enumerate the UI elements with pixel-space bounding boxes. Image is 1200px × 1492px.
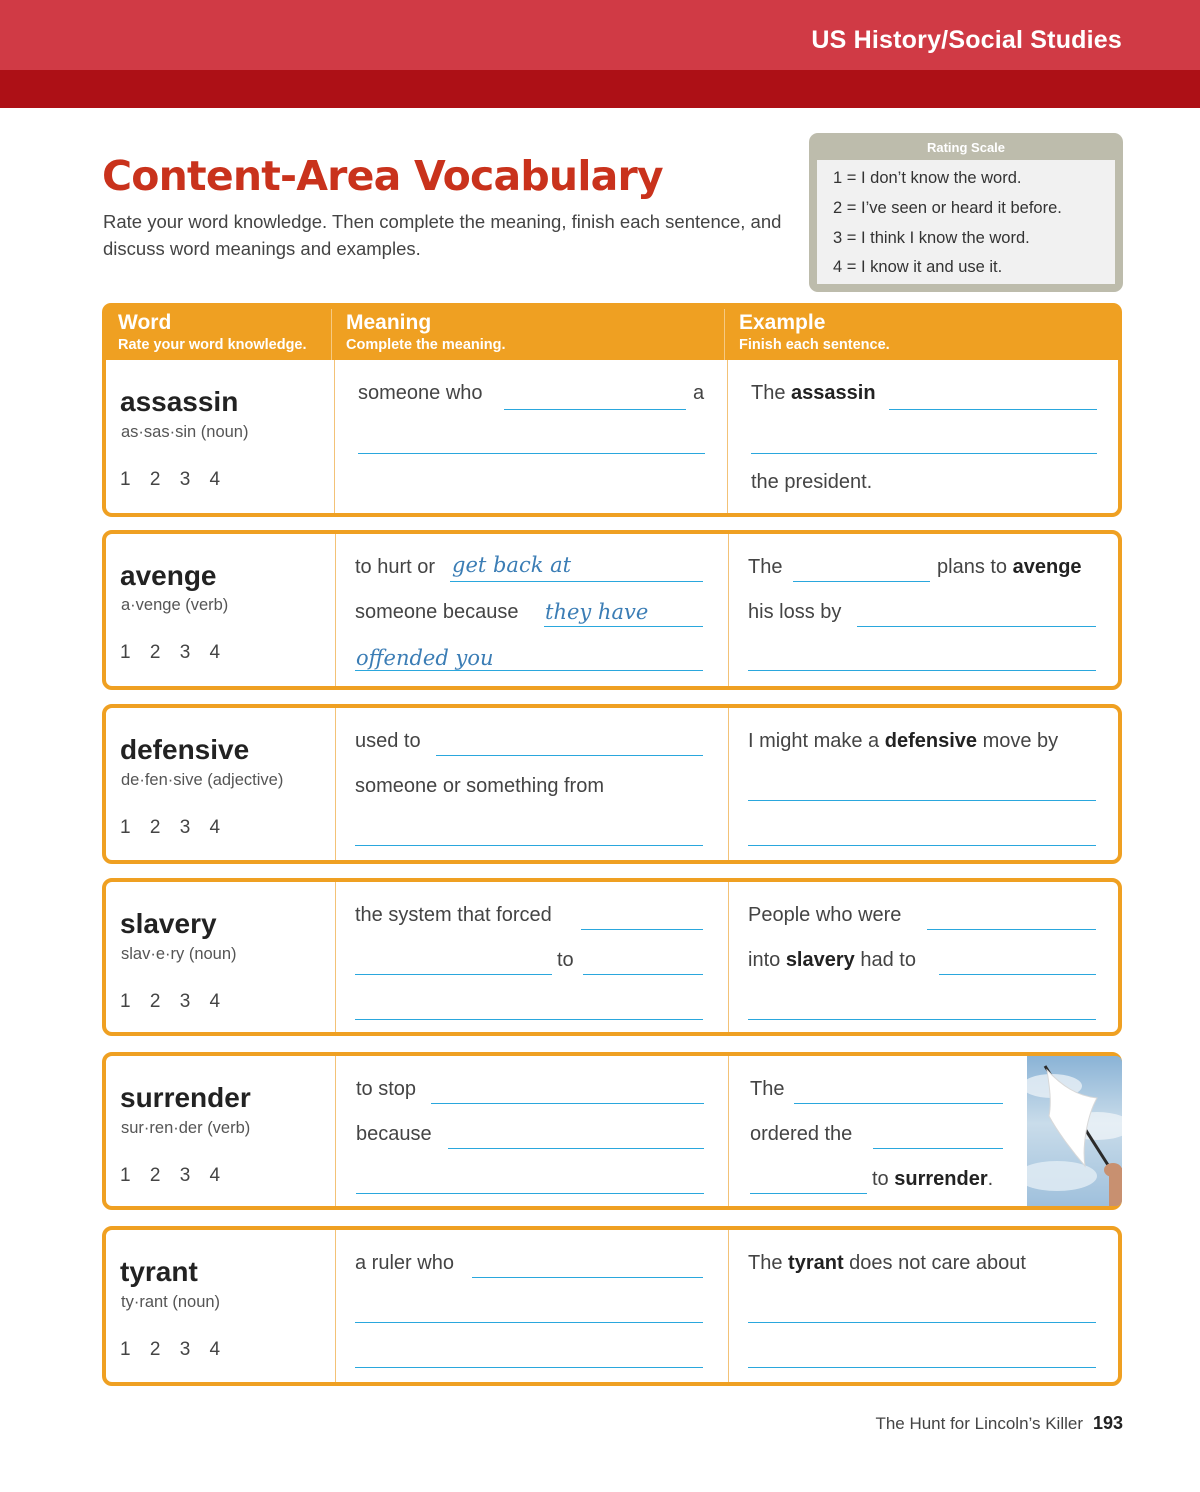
rating-scale-item: 4 = I know it and use it.	[833, 258, 1003, 276]
example-text: his loss by	[748, 601, 842, 623]
example-text: People who were	[748, 904, 902, 926]
example-column-sublabel: Finish each sentence.	[739, 337, 890, 353]
example-text-part: plans to	[937, 556, 1008, 578]
rating-scale-item: 1 = I don’t know the word.	[833, 169, 1022, 187]
example-keyword: tyrant	[788, 1252, 844, 1274]
example-text: The	[750, 1078, 785, 1100]
page-title: Content-Area Vocabulary	[102, 152, 663, 200]
column-divider	[728, 882, 729, 1032]
answer-line[interactable]	[448, 1148, 704, 1149]
vocab-syllables: a·venge (verb)	[121, 596, 229, 614]
column-divider	[728, 1056, 729, 1206]
example-keyword: avenge	[1012, 556, 1082, 578]
column-divider	[727, 360, 728, 513]
vocab-word: defensive	[120, 734, 250, 765]
vocab-syllables: slav·e·ry (noun)	[121, 945, 237, 963]
answer-line[interactable]	[748, 1019, 1096, 1020]
example-text: ordered the	[750, 1123, 853, 1145]
answer-line[interactable]	[748, 800, 1096, 801]
vocab-row-slavery	[102, 878, 1122, 1036]
vocab-word: tyrant	[120, 1256, 198, 1287]
answer-line[interactable]	[355, 845, 703, 846]
answer-line[interactable]	[581, 929, 703, 930]
example-column-label: Example	[739, 311, 826, 334]
vocab-word: surrender	[120, 1082, 251, 1113]
answer-line[interactable]	[939, 974, 1096, 975]
answer-line[interactable]	[358, 453, 705, 454]
rating-numbers[interactable]: 1 2 3 4	[120, 991, 221, 1012]
vocab-syllables: de·fen·sive (adjective)	[121, 771, 284, 789]
example-text	[748, 730, 1058, 753]
header-divider	[331, 309, 332, 360]
answer-line[interactable]	[873, 1148, 1003, 1149]
answer-line[interactable]	[356, 1193, 704, 1194]
answer-line[interactable]	[793, 581, 930, 582]
rating-numbers[interactable]: 1 2 3 4	[120, 642, 221, 663]
column-divider	[728, 534, 729, 686]
column-divider	[335, 1230, 336, 1382]
meaning-column-label: Meaning	[346, 311, 432, 334]
vocab-row-surrender	[102, 1052, 1122, 1210]
answer-line[interactable]	[355, 1367, 703, 1368]
vocab-syllables: sur·ren·der (verb)	[121, 1119, 251, 1137]
vocab-row-avenge	[102, 530, 1122, 690]
white-flag-photo	[1027, 1056, 1122, 1206]
answer-line[interactable]	[544, 626, 703, 627]
example-text	[937, 556, 1082, 579]
example-text-part: into	[748, 949, 781, 971]
rating-scale-item: 3 = I think I know the word.	[833, 229, 1030, 247]
meaning-text: because	[356, 1123, 432, 1145]
meaning-text: used to	[355, 730, 421, 752]
answer-line[interactable]	[748, 1322, 1096, 1323]
rating-scale-title: Rating Scale	[926, 140, 1006, 155]
instructions: Rate your word knowledge. Then complete the meaning, finish each sentence, and discuss word meanings and examples.	[103, 211, 782, 259]
rating-numbers[interactable]: 1 2 3 4	[120, 817, 221, 838]
example-text-part: does not care about	[849, 1252, 1026, 1274]
example-keyword: defensive	[884, 730, 977, 752]
rating-scale-body	[817, 160, 1115, 284]
example-text-part: I might make a	[748, 730, 880, 752]
rating-numbers[interactable]: 1 2 3 4	[120, 1339, 221, 1360]
vocab-row-defensive	[102, 704, 1122, 864]
answer-line[interactable]	[927, 929, 1096, 930]
example-keyword: slavery	[785, 949, 855, 971]
handwritten-answer[interactable]: offended you	[356, 646, 494, 670]
column-divider	[728, 708, 729, 860]
handwritten-answer[interactable]: they have	[545, 600, 649, 624]
rating-scale-item: 2 = I’ve seen or heard it before.	[833, 199, 1062, 217]
meaning-text: to	[557, 949, 574, 971]
answer-line[interactable]	[431, 1103, 704, 1104]
subject-label: US History/Social Studies	[811, 26, 1122, 54]
answer-line[interactable]	[794, 1103, 1003, 1104]
answer-line[interactable]	[436, 755, 703, 756]
meaning-text: the system that forced	[355, 904, 552, 926]
vocab-syllables: ty·rant (noun)	[121, 1293, 221, 1311]
word-column-header	[118, 311, 307, 353]
meaning-text: a ruler who	[355, 1252, 454, 1274]
white-flag-icon	[1027, 1056, 1122, 1206]
word-column-sublabel: Rate your word knowledge.	[118, 337, 307, 353]
meaning-text: to hurt or	[355, 556, 436, 578]
vocab-word: assassin	[120, 386, 239, 417]
answer-line[interactable]	[355, 1322, 703, 1323]
answer-line[interactable]	[355, 974, 552, 975]
example-text-part: The	[751, 382, 786, 404]
meaning-column-sublabel: Complete the meaning.	[346, 337, 506, 353]
header-divider	[724, 309, 725, 360]
vocabulary-table-header	[102, 303, 1122, 360]
vocab-syllables: as·sas·sin (noun)	[121, 423, 249, 441]
example-text: the president.	[751, 471, 873, 493]
answer-line[interactable]	[889, 409, 1097, 410]
meaning-text: a	[693, 382, 705, 404]
footer-book-title: The Hunt for Lincoln’s Killer	[875, 1414, 1083, 1433]
answer-line[interactable]	[355, 1019, 703, 1020]
rating-numbers[interactable]: 1 2 3 4	[120, 1165, 221, 1186]
meaning-text: someone who	[358, 382, 483, 404]
answer-line[interactable]	[751, 453, 1097, 454]
word-column-label: Word	[118, 311, 172, 334]
example-text-part: to	[872, 1168, 889, 1190]
column-divider	[335, 882, 336, 1032]
example-text	[748, 1252, 1026, 1275]
header-band-dark	[0, 70, 1200, 108]
page-number: 193	[1092, 1413, 1123, 1433]
answer-line[interactable]	[583, 974, 703, 975]
column-divider	[335, 1056, 336, 1206]
answer-line[interactable]	[450, 581, 703, 582]
example-text	[872, 1168, 993, 1191]
handwritten-answer[interactable]: get back at	[452, 553, 572, 577]
column-divider	[335, 534, 336, 686]
meaning-text: someone because	[355, 601, 519, 623]
answer-line[interactable]	[748, 1367, 1096, 1368]
answer-line[interactable]	[857, 626, 1096, 627]
rating-numbers[interactable]: 1 2 3 4	[120, 469, 221, 490]
answer-line[interactable]	[750, 1193, 867, 1194]
column-divider	[335, 708, 336, 860]
vocab-word: avenge	[120, 560, 217, 591]
example-keyword: surrender	[894, 1168, 988, 1190]
vocab-row-tyrant	[102, 1226, 1122, 1386]
answer-line[interactable]	[472, 1277, 703, 1278]
column-divider	[334, 360, 335, 513]
answer-line[interactable]	[748, 845, 1096, 846]
answer-line[interactable]	[748, 670, 1096, 671]
example-text-part: had to	[860, 949, 916, 971]
meaning-text: someone or something from	[355, 775, 605, 797]
example-text	[751, 382, 876, 405]
meaning-text: to stop	[356, 1078, 417, 1100]
answer-line[interactable]	[355, 670, 703, 671]
column-divider	[728, 1230, 729, 1382]
example-column-header	[739, 311, 890, 353]
rating-scale-box	[809, 133, 1123, 292]
answer-line[interactable]	[504, 409, 686, 410]
example-text-part: .	[987, 1168, 994, 1190]
example-text-part: The	[748, 1252, 783, 1274]
example-text	[748, 949, 916, 972]
example-text-part: move by	[982, 730, 1059, 752]
example-keyword: assassin	[791, 382, 876, 404]
vocab-row-assassin	[102, 360, 1122, 517]
example-text: The	[748, 556, 783, 578]
meaning-column-header	[346, 311, 506, 353]
vocab-word: slavery	[120, 908, 217, 939]
